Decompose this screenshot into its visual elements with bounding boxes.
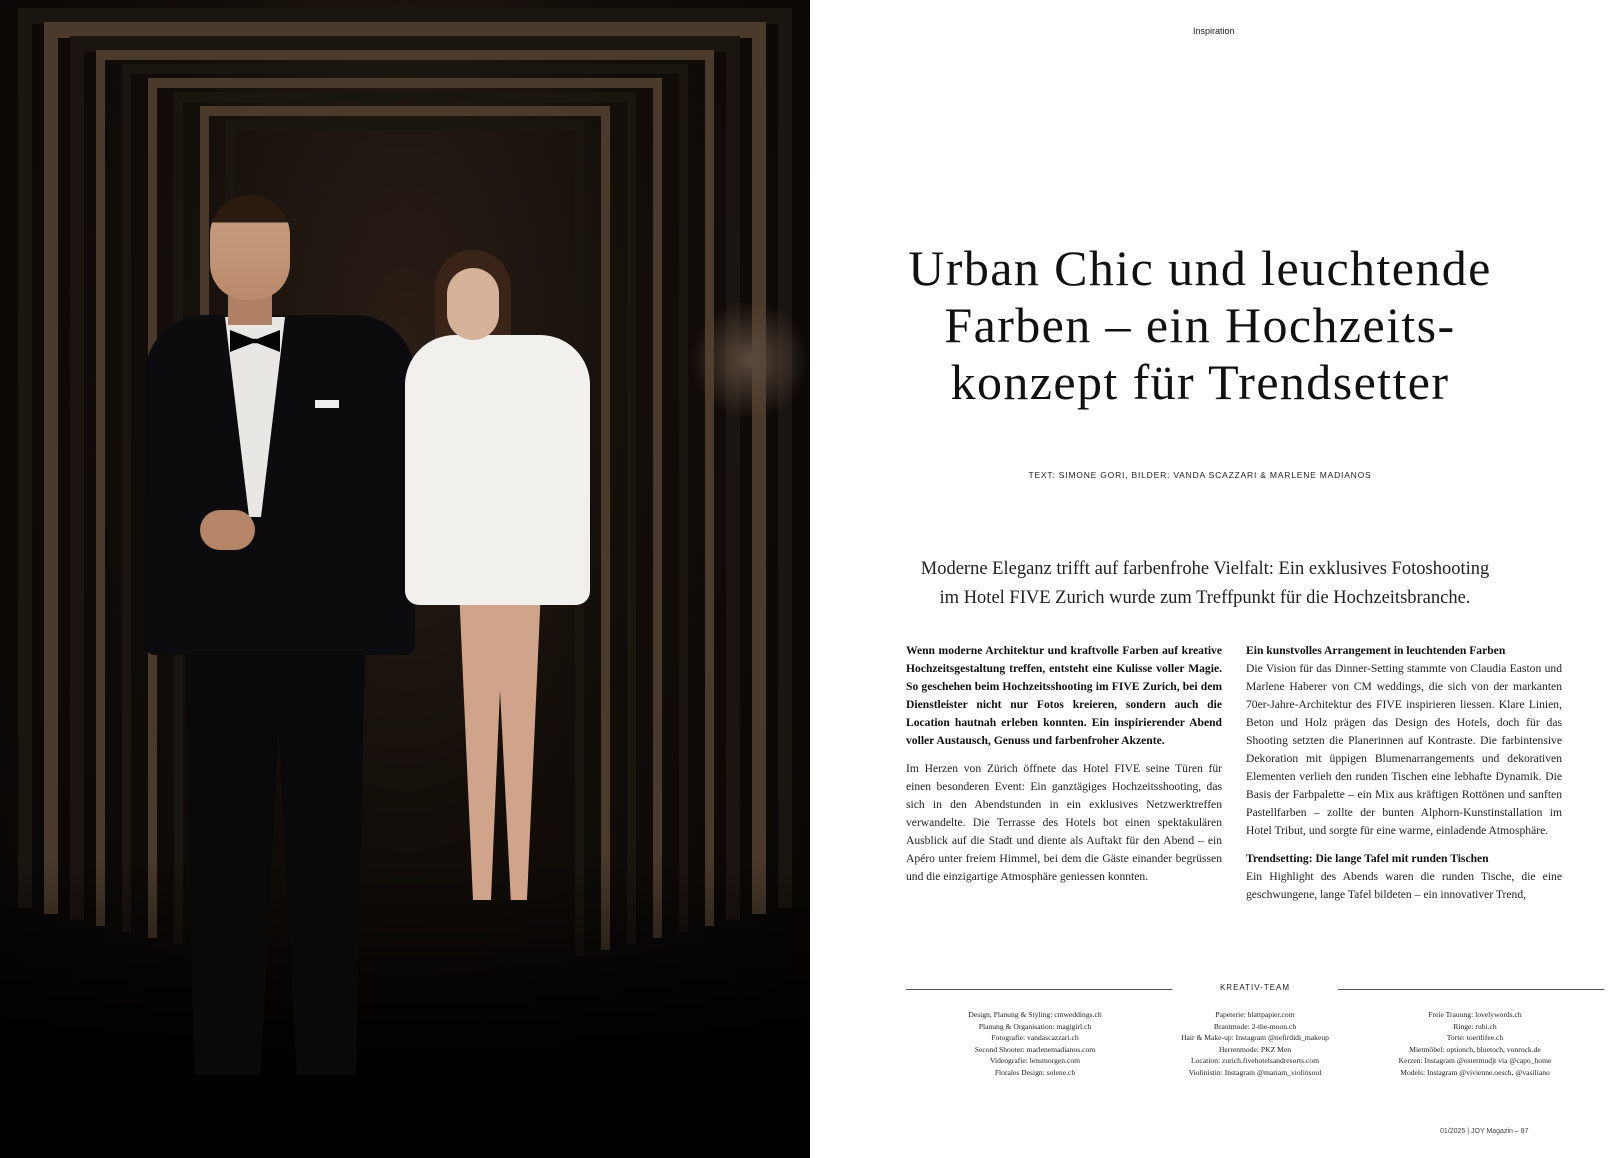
team-divider-left: [906, 989, 1172, 990]
text-column-right: [1246, 642, 1562, 914]
team-entry: Freie Trauung: lovelywords.ch: [1428, 1010, 1522, 1019]
team-entry: Florales Design: solene.ch: [994, 1067, 1076, 1077]
article-title: [880, 240, 1520, 411]
team-entry: Ringe: rubi.ch: [1453, 1021, 1497, 1031]
team-entry: Location: zurich.fivehotelsandresorts.com: [1191, 1056, 1319, 1065]
team-entry: Kerzen: Instagram @ostermudjt via @capo_home: [1398, 1056, 1552, 1065]
editorial-photo: [0, 0, 810, 1158]
lead-line: Moderne Eleganz trifft auf farbenfrohe Vielfalt: Ein exklusives Fotoshooting: [920, 559, 1490, 579]
article-lead: [880, 555, 1530, 613]
team-entry: Violinistin: Instagram @mariam_violinsoul: [1188, 1067, 1322, 1077]
team-entry: Mietmöbel: optionch, bluetoch, vonrock.de: [1409, 1044, 1541, 1054]
article-credits: TEXT: SIMONE GORI, BILDER: VANDA SCAZZARI & MARLENE MADIANOS: [1028, 470, 1372, 480]
team-column-2: [1145, 1009, 1365, 1078]
body-paragraph: Ein Highlight des Abends waren die runden Tische, die eine geschwungene, lange Tafel bildeten – ein innovativer Trend,: [1246, 870, 1562, 901]
team-entry: Videografie: lensmorgen.com: [989, 1056, 1081, 1065]
title-line: Farben – ein Hochzeits-: [944, 297, 1456, 353]
white-dress: [405, 335, 590, 605]
team-entry: Herrenmode: PKZ Men: [1218, 1044, 1292, 1054]
title-line: konzept für Trendsetter: [950, 354, 1450, 410]
team-entry: Hair & Make-up: Instagram @nefirdidi_makeup: [1181, 1033, 1329, 1042]
team-entry: Models: Instagram @vivienne.oesch, @vasiliano: [1400, 1067, 1550, 1077]
team-divider-right: [1338, 989, 1604, 990]
subheading: Ein kunstvolles Arrangement in leuchtenden Farben: [1246, 644, 1506, 657]
team-column-1: [925, 1009, 1145, 1078]
team-entry: Fotografie: vandascazzari.ch: [991, 1033, 1079, 1042]
team-entry: Planung & Organisation: magigirl.ch: [978, 1021, 1092, 1031]
team-entry: Design, Planung & Styling: cmweddings.ch: [968, 1010, 1102, 1019]
page-footer: 01/2025 | JOY Magazin – 97: [1440, 1128, 1529, 1135]
section-label: Inspiration: [1193, 26, 1235, 36]
intro-paragraph: Wenn moderne Architektur und kraftvolle Farben auf kreative Hochzeitsgestaltung treffen, entsteht eine Kulisse voller Magie. So geschehen beim Hochzeitsshooting im FIVE Zurich, bei dem Dienstleister nicht nur Fotos kreieren, sondern auch die Location hautnah erleben konnten. Ein inspirierender Abend voller Austausch, Genuss und farbenfroher Akzente.: [906, 644, 1222, 747]
bride-figure: [395, 250, 595, 950]
team-heading: KREATIV-TEAM: [1219, 983, 1291, 992]
subheading: Trendsetting: Die lange Tafel mit runden Tischen: [1246, 852, 1489, 865]
text-column-left: [906, 642, 1222, 896]
team-entry: Second Shooter: marlenemadianos.com: [974, 1044, 1096, 1054]
body-paragraph: Die Vision für das Dinner-Setting stammte von Claudia Easton und Marlene Haberer von CM weddings, die sich von der markanten 70er-Jahre-Architektur des FIVE inspirieren liessen. Klare Linien, Beton und Holz prägen das Design des Hotels, doch für das Shooting setzten die Planerinnen auf Kontraste. Die farbintensive Dekoration mit üppigen Blumenarrangements und dekorativen Elementen verlieh den runden Tischen eine lebhafte Dynamik. Die Basis der Farbpalette – ein Mix aus kräftigen Rottönen und sanften Pastellfarben – zollte der bunten Alphorn-Kunstinstallation im Hotel Tribut, und sorgte für eine warme, einladende Atmosphäre.: [1246, 662, 1562, 837]
team-column-3: [1365, 1009, 1585, 1078]
lead-line: im Hotel FIVE Zurich wurde zum Treffpunkt für die Hochzeitsbranche.: [939, 588, 1471, 608]
title-line: Urban Chic und leuchtende: [908, 240, 1492, 296]
team-entry: Papeterie: blattpapier.com: [1215, 1010, 1295, 1019]
light-glow: [690, 300, 810, 420]
body-paragraph: Im Herzen von Zürich öffnete das Hotel FIVE seine Türen für einen besonderen Event: Ein ganztägiges Hochzeitsshooting, das sich in den Abendstunden in ein exklusives Netzwerktreffen verwandelte. Die Terrasse des Hotels bot einen spektakulären Ausblick auf die Stadt und diente als Auftakt für den Abend – ein Apéro unter freiem Himmel, bei dem die Gäste einander begrüssen und die einzigartige Atmosphäre geniessen konnten.: [906, 762, 1222, 883]
team-entry: Torte: toertlifee.ch: [1446, 1033, 1504, 1042]
team-entry: Brautmode: 2-the-moon.ch: [1213, 1021, 1297, 1031]
